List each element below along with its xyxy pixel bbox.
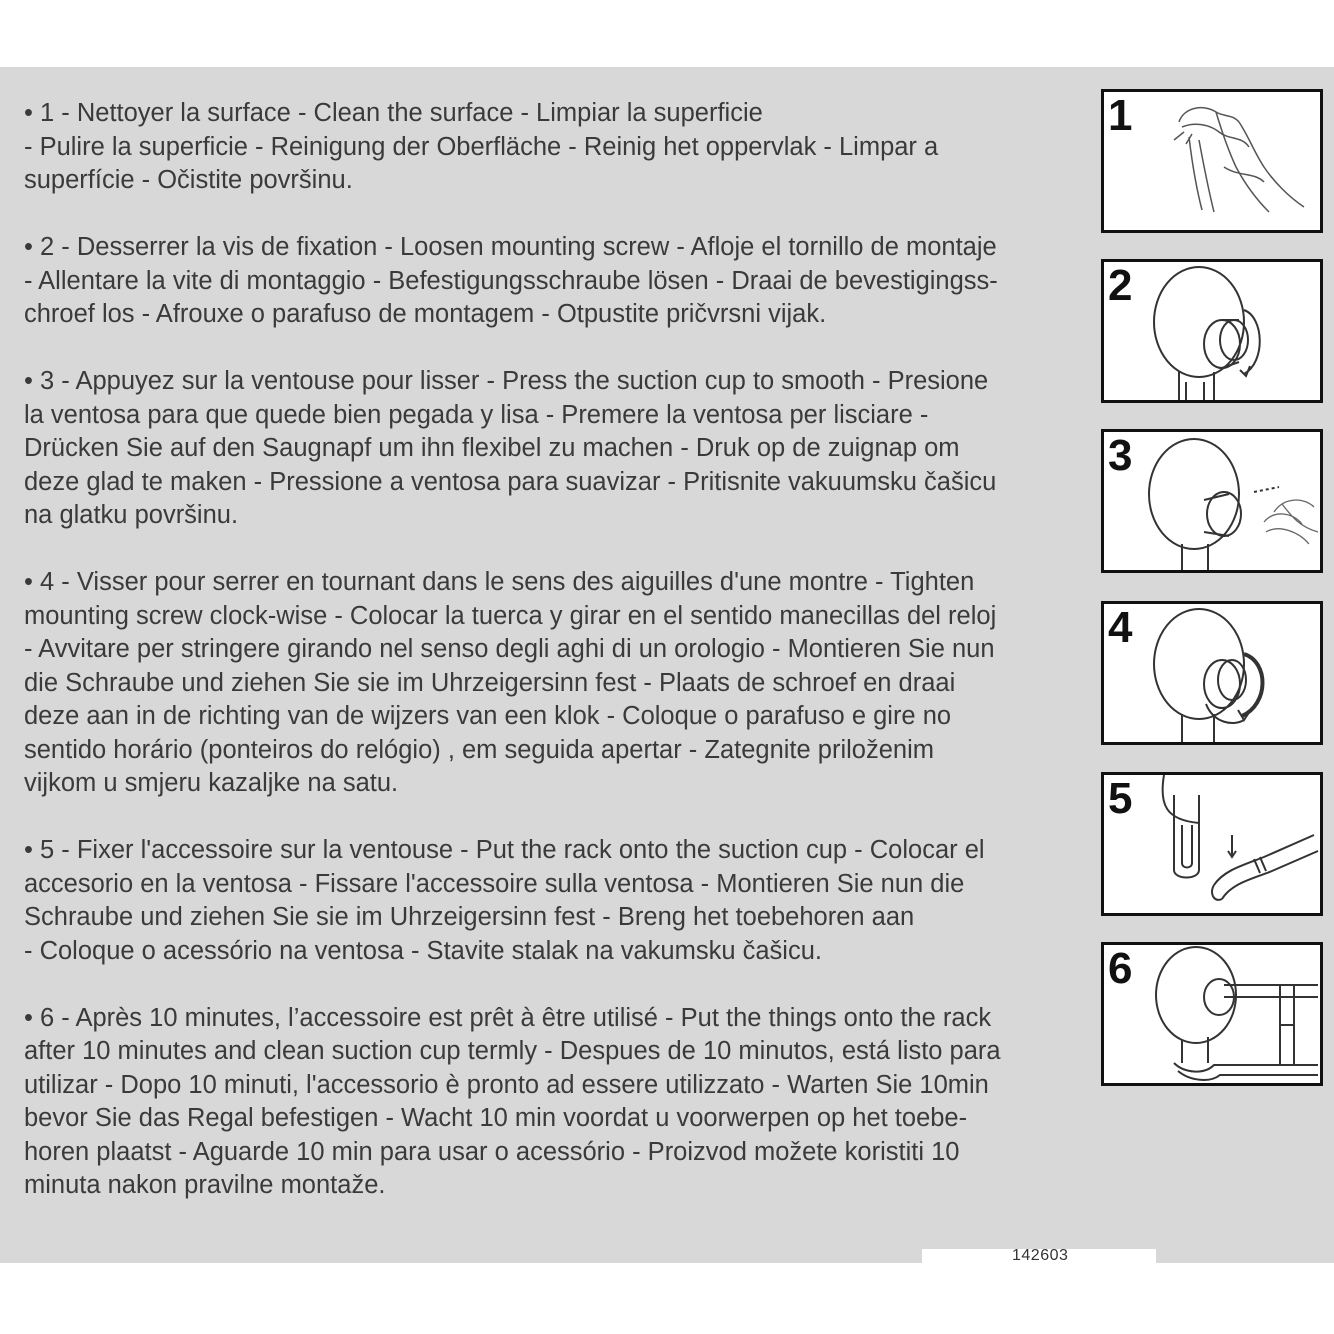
step-4 <box>24 566 1084 801</box>
step-line: sentido horário (ponteiros do relógio) , em seguida apertar - Zategnite priloženim <box>24 735 934 764</box>
step-line: horen plaatst - Aguarde 10 min para usar o acessório - Proizvod možete koristiti 10 <box>24 1137 960 1166</box>
step-line: die Schraube und ziehen Sie sie im Uhrzeigersinn fest - Plaats de schroef en draai <box>24 668 956 697</box>
step-line: • 2 - Desserrer la vis de fixation - Loosen mounting screw - Afloje el tornillo de montaje <box>24 233 997 261</box>
step-line: - Allentare la vite di montaggio - Befestigungsschraube lösen - Draai de bevestigingss- <box>24 266 998 295</box>
panel-number: 1 <box>1108 91 1133 140</box>
step-line: • 4 - Visser pour serrer en tournant dans le sens des aiguilles d'une montre - Tighten <box>24 568 975 596</box>
step-line: bevor Sie das Regal befestigen - Wacht 10 min voordat u voorwerpen op het toebe- <box>24 1104 968 1132</box>
panel-number: 2 <box>1108 261 1133 310</box>
step-3 <box>24 365 1084 533</box>
step-line: Drücken Sie auf den Saugnapf um ihn flexibel zu machen - Druk op de zuignap om <box>24 434 960 462</box>
step-line: mounting screw clock-wise - Colocar la tuerca y girar en el sentido manecillas del reloj <box>24 601 997 630</box>
panel-number: 6 <box>1108 944 1133 993</box>
product-code: 142603 <box>1012 1249 1069 1263</box>
steps-text <box>24 97 1084 1236</box>
step-line: Schraube und ziehen Sie sie im Uhrzeigersinn fest - Breng het toebehoren aan <box>24 903 915 931</box>
rack-ready-icon <box>1104 945 1320 1083</box>
step-line: vijkom u smjeru kazaljke na satu. <box>24 769 399 797</box>
step-line: • 1 - Nettoyer la surface - Clean the surface - Limpiar la superficie <box>24 99 763 127</box>
panel-4 <box>1101 601 1323 745</box>
panel-6 <box>1101 942 1323 1086</box>
step-line: utilizar - Dopo 10 minuti, l'accessorio è pronto ad essere utilizzato - Warten Sie 10min <box>24 1070 989 1099</box>
step-5 <box>24 834 1084 968</box>
step-6 <box>24 1002 1084 1203</box>
panel-1 <box>1101 89 1323 233</box>
step-line: accesorio en la ventosa - Fissare l'accessoire sulla ventosa - Montieren Sie nun die <box>24 869 965 898</box>
panel-number: 4 <box>1108 603 1133 652</box>
step-2 <box>24 231 1084 332</box>
panel-number: 5 <box>1108 774 1133 823</box>
product-code-label <box>922 1249 1156 1263</box>
step-line: minuta nakon pravilne montaže. <box>24 1171 386 1199</box>
panel-5 <box>1101 772 1323 916</box>
step-line: na glatku površinu. <box>24 501 239 529</box>
step-line: deze glad te maken - Pressione a ventosa para suavizar - Pritisnite vakuumsku čašicu <box>24 467 997 496</box>
step-line: - Coloque o acessório na ventosa - Stavite stalak na vakumsku čašicu. <box>24 936 822 965</box>
panel-number: 3 <box>1108 431 1133 480</box>
step-line: la ventosa para que quede bien pegada y lisa - Premere la ventosa per lisciare - <box>24 400 929 429</box>
step-1 <box>24 97 1084 198</box>
attach-rack-icon <box>1104 775 1320 913</box>
step-line: • 3 - Appuyez sur la ventouse pour lisser - Press the suction cup to smooth - Presione <box>24 367 989 395</box>
press-suction-cup-icon <box>1104 432 1320 570</box>
hand-wiping-icon <box>1104 92 1320 230</box>
tighten-screw-icon <box>1104 604 1320 742</box>
step-line: deze aan in de richting van de wijzers van een klok - Coloque o parafuso e gire no <box>24 702 952 730</box>
step-line: superfície - Očistite površinu. <box>24 166 353 194</box>
panel-3 <box>1101 429 1323 573</box>
instruction-sheet <box>0 67 1334 1263</box>
panel-2 <box>1101 259 1323 403</box>
step-line: • 6 - Après 10 minutes, l’accessoire est prêt à être utilisé - Put the things onto the rack <box>24 1003 992 1032</box>
step-line: - Pulire la superficie - Reinigung der Oberfläche - Reinig het oppervlak - Limpar a <box>24 132 939 161</box>
step-line: • 5 - Fixer l'accessoire sur la ventouse - Put the rack onto the suction cup - Colocar el <box>24 836 985 864</box>
step-line: chroef los - Afrouxe o parafuso de montagem - Otpustite pričvrsni vijak. <box>24 300 827 328</box>
loosen-screw-icon <box>1104 262 1320 400</box>
step-line: - Avvitare per stringere girando nel senso degli aghi di un orologio - Montieren Sie nun <box>24 635 995 663</box>
step-line: after 10 minutes and clean suction cup termly - Despues de 10 minutos, está listo para <box>24 1037 1001 1065</box>
